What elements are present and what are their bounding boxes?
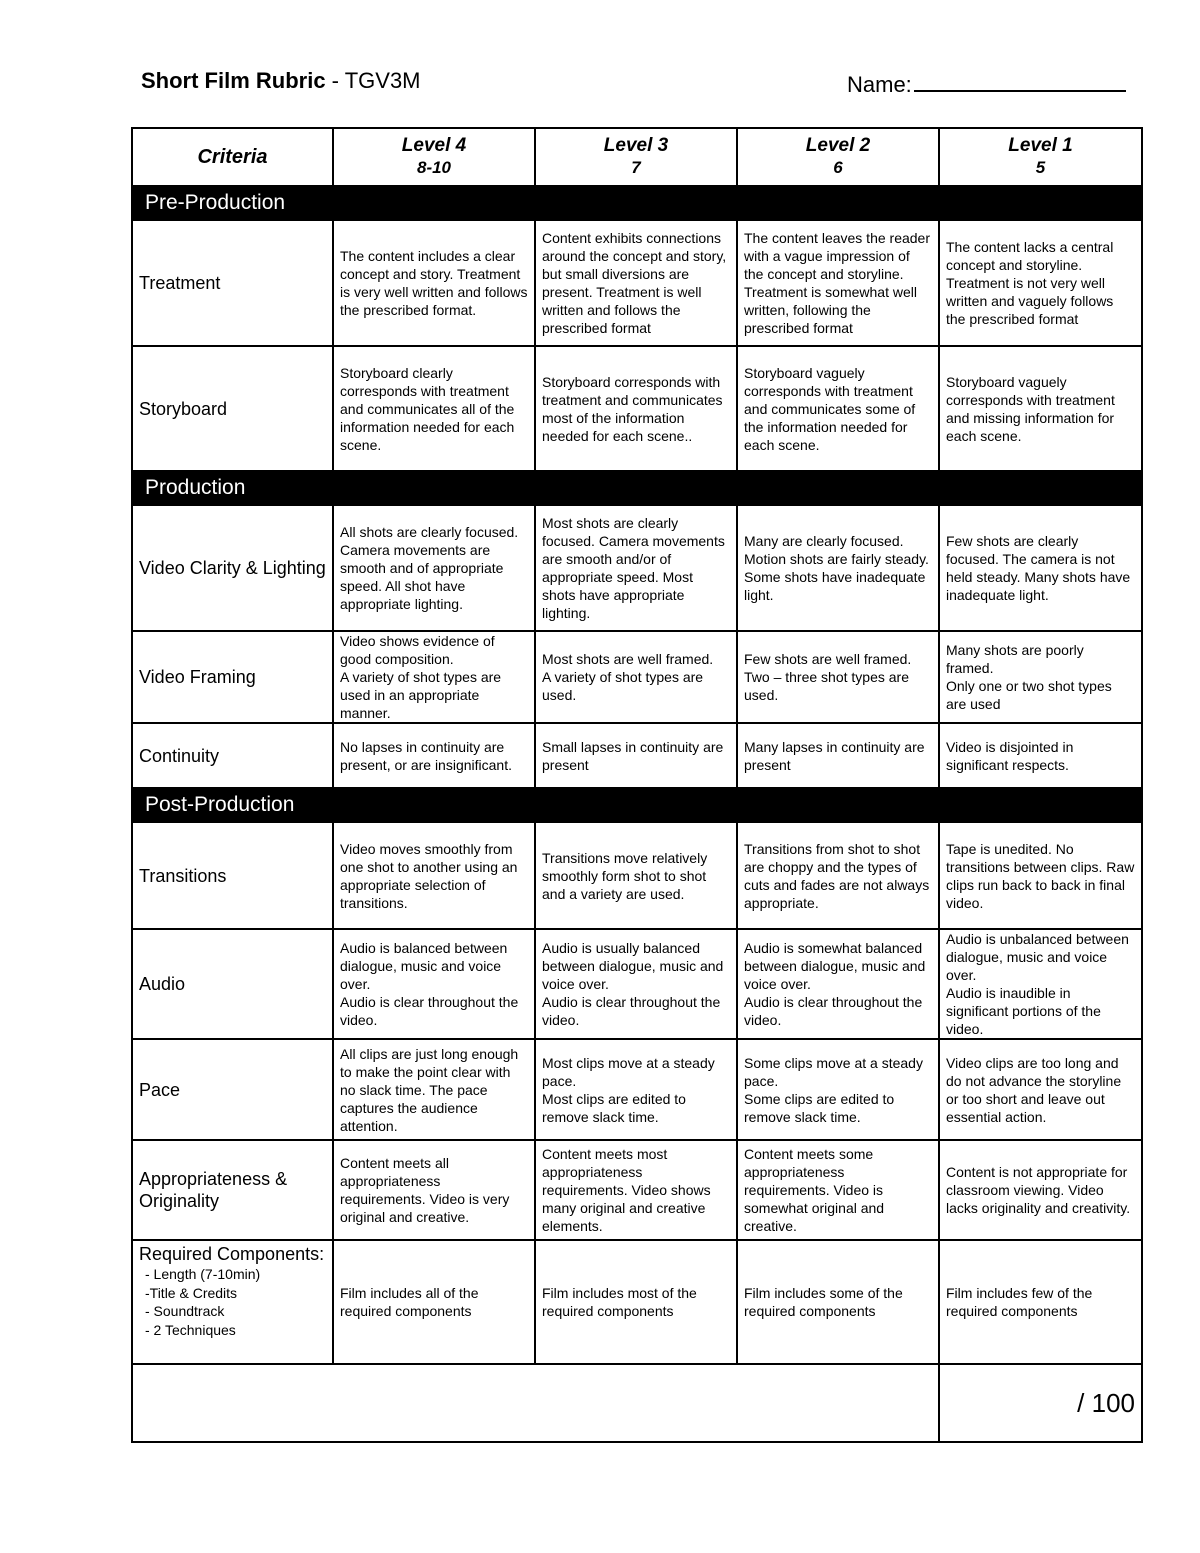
level-4-descriptor: Storyboard clearly corresponds with treatment and communicates all of the information needed for each scene. xyxy=(333,346,535,471)
required-component-item: - Length (7-10min) xyxy=(145,1266,261,1282)
level-range: 6 xyxy=(833,158,843,177)
section-title-post-production: Post-Production xyxy=(132,788,1142,822)
page-header xyxy=(141,68,1131,102)
criterion-row-audio xyxy=(132,929,1142,1039)
level-3-descriptor: Audio is usually balanced between dialogue, music and voice over. Audio is clear throughout the video. xyxy=(535,929,737,1039)
required-component-item: - 2 Techniques xyxy=(145,1321,236,1338)
criterion-row-appropriateness-originality xyxy=(132,1140,1142,1240)
required-components-cell xyxy=(132,1240,333,1364)
criterion-row-continuity xyxy=(132,723,1142,788)
level-label: Level 3 xyxy=(603,135,669,156)
level-3-descriptor: Storyboard corresponds with treatment and communicates most of the information needed for each scene.. xyxy=(535,346,737,471)
level-1-descriptor: Video is disjointed in significant respects. xyxy=(939,723,1142,788)
criterion-label: Required Components: xyxy=(139,1244,325,1264)
total-blank-cell xyxy=(132,1364,939,1442)
level-2-descriptor: Transitions from shot to shot are choppy and the types of cuts and fades are not always appropriate. xyxy=(737,822,939,929)
level-2-descriptor: Storyboard vaguely corresponds with treatment and communicates some of the information needed for each scene. xyxy=(737,346,939,471)
criterion-row-storyboard xyxy=(132,346,1142,471)
criterion-label: Transitions xyxy=(132,822,333,929)
criterion-row-video-framing xyxy=(132,631,1142,723)
section-row xyxy=(132,471,1142,505)
level-2-descriptor: Content meets some appropriateness requirements. Video is somewhat original and creative. xyxy=(737,1140,939,1240)
level-1-descriptor: The content lacks a central concept and storyline. Treatment is not very well written and vaguely follows the prescribed format xyxy=(939,220,1142,346)
level-1-descriptor: Many shots are poorly framed. Only one or two shot types are used xyxy=(939,631,1142,723)
column-header-row xyxy=(132,128,1142,186)
level-4-descriptor: Film includes all of the required components xyxy=(333,1240,535,1364)
level-1-descriptor: Video clips are too long and do not advance the storyline or too short and leave out essential action. xyxy=(939,1039,1142,1140)
level-range: 8-10 xyxy=(416,158,452,177)
level-2-descriptor: Few shots are well framed. Two – three shot types are used. xyxy=(737,631,939,723)
level-4-descriptor: No lapses in continuity are present, or are insignificant. xyxy=(333,723,535,788)
level-4-descriptor: Audio is balanced between dialogue, music and voice over. Audio is clear throughout the video. xyxy=(333,929,535,1039)
criterion-label: Pace xyxy=(132,1039,333,1140)
level-4-descriptor: All shots are clearly focused. Camera movements are smooth and of appropriate speed. All shot have appropriate lighting. xyxy=(333,505,535,631)
level-1-descriptor: Content is not appropriate for classroom viewing. Video lacks originality and creativity. xyxy=(939,1140,1142,1240)
level-4-descriptor: Content meets all appropriateness requirements. Video is very original and creative. xyxy=(333,1140,535,1240)
title-main: Short Film Rubric xyxy=(141,68,326,93)
name-field xyxy=(847,68,1126,98)
level-2-descriptor: Audio is somewhat balanced between dialogue, music and voice over. Audio is clear throughout the video. xyxy=(737,929,939,1039)
level-3-descriptor: Content exhibits connections around the concept and story, but small diversions are present. Treatment is well written and follows the prescribed format xyxy=(535,220,737,346)
criterion-row-video-clarity-lighting xyxy=(132,505,1142,631)
criterion-row-required-components xyxy=(132,1240,1142,1364)
page-title xyxy=(141,68,421,94)
level-1-header xyxy=(939,128,1142,186)
level-1-descriptor: Few shots are clearly focused. The camera is not held steady. Many shots have inadequate light. xyxy=(939,505,1142,631)
criterion-label: Video Framing xyxy=(132,631,333,723)
level-2-descriptor: Many are clearly focused. Motion shots are fairly steady. Some shots have inadequate light. xyxy=(737,505,939,631)
section-row xyxy=(132,186,1142,220)
level-3-descriptor: Small lapses in continuity are present xyxy=(535,723,737,788)
section-title-production: Production xyxy=(132,471,1142,505)
criterion-label: Appropriateness & Originality xyxy=(132,1140,333,1240)
level-2-descriptor: The content leaves the reader with a vague impression of the concept and storyline. Treatment is somewhat well written, following the prescribed format xyxy=(737,220,939,346)
level-2-descriptor: Many lapses in continuity are present xyxy=(737,723,939,788)
section-row xyxy=(132,788,1142,822)
level-2-descriptor: Film includes some of the required components xyxy=(737,1240,939,1364)
level-range: 7 xyxy=(631,158,641,177)
level-1-descriptor: Audio is unbalanced between dialogue, music and voice over. Audio is inaudible in significant portions of the video. xyxy=(939,929,1142,1039)
rubric-table xyxy=(131,127,1143,1443)
level-2-header xyxy=(737,128,939,186)
name-blank-line[interactable] xyxy=(914,68,1126,92)
level-3-descriptor: Transitions move relatively smoothly form shot to shot and a variety are used. xyxy=(535,822,737,929)
level-3-descriptor: Most shots are clearly focused. Camera movements are smooth and/or of appropriate speed. Most shots have appropriate lighting. xyxy=(535,505,737,631)
level-3-header xyxy=(535,128,737,186)
criteria-header: Criteria xyxy=(132,128,333,186)
level-4-descriptor: The content includes a clear concept and story. Treatment is very well written and follows the prescribed format. xyxy=(333,220,535,346)
level-4-descriptor: Video shows evidence of good composition. A variety of shot types are used in an appropriate manner. xyxy=(333,631,535,723)
required-component-item: -Title & Credits xyxy=(145,1284,238,1301)
section-title-pre-production: Pre-Production xyxy=(132,186,1142,220)
level-range: 5 xyxy=(1035,158,1046,177)
level-label: Level 2 xyxy=(805,135,871,156)
level-1-descriptor: Film includes few of the required components xyxy=(939,1240,1142,1364)
level-2-descriptor: Some clips move at a steady pace. Some clips are edited to remove slack time. xyxy=(737,1039,939,1140)
criterion-label: Storyboard xyxy=(132,346,333,471)
level-3-descriptor: Film includes most of the required components xyxy=(535,1240,737,1364)
criterion-label: Audio xyxy=(132,929,333,1039)
name-label: Name: xyxy=(847,72,912,97)
level-label: Level 4 xyxy=(401,135,467,156)
total-row xyxy=(132,1364,1142,1442)
level-4-descriptor: All clips are just long enough to make the point clear with no slack time. The pace captures the audience attention. xyxy=(333,1039,535,1140)
required-component-item: - Soundtrack xyxy=(145,1303,225,1319)
level-4-header xyxy=(333,128,535,186)
criterion-label: Video Clarity & Lighting xyxy=(132,505,333,631)
total-score[interactable]: / 100 xyxy=(939,1364,1142,1442)
level-3-descriptor: Most shots are well framed. A variety of shot types are used. xyxy=(535,631,737,723)
level-4-descriptor: Video moves smoothly from one shot to another using an appropriate selection of transitions. xyxy=(333,822,535,929)
required-components-list xyxy=(139,1265,326,1339)
level-1-descriptor: Storyboard vaguely corresponds with treatment and missing information for each scene. xyxy=(939,346,1142,471)
level-3-descriptor: Content meets most appropriateness requirements. Video shows many original and creative elements. xyxy=(535,1140,737,1240)
criterion-row-pace xyxy=(132,1039,1142,1140)
level-3-descriptor: Most clips move at a steady pace. Most clips are edited to remove slack time. xyxy=(535,1039,737,1140)
criterion-label: Treatment xyxy=(132,220,333,346)
level-label: Level 1 xyxy=(1008,135,1073,156)
criterion-row-transitions xyxy=(132,822,1142,929)
criterion-label: Continuity xyxy=(132,723,333,788)
level-1-descriptor: Tape is unedited. No transitions between clips. Raw clips run back to back in final video. xyxy=(939,822,1142,929)
criterion-row-treatment xyxy=(132,220,1142,346)
course-code: - TGV3M xyxy=(325,68,421,93)
